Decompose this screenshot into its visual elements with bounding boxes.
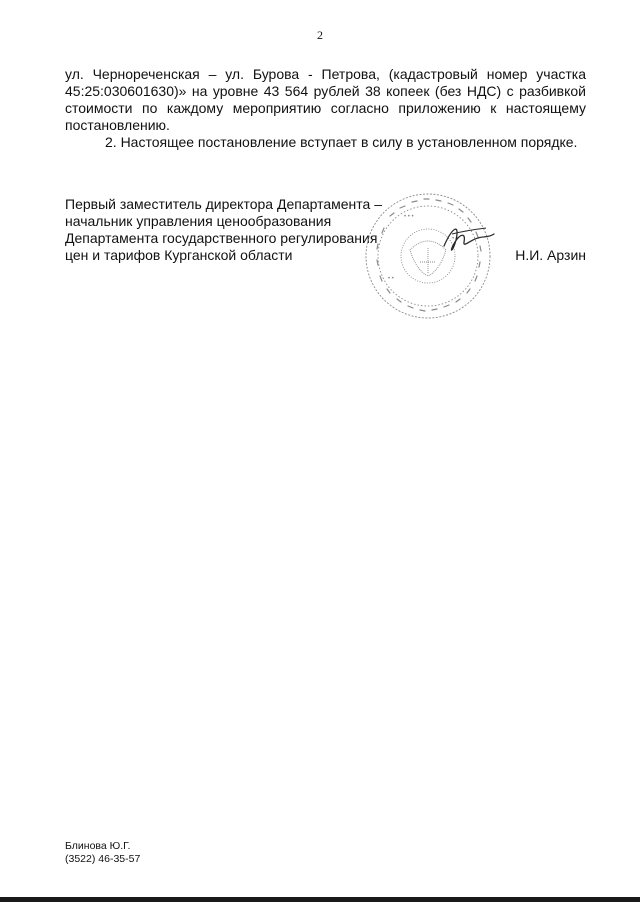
executor-footer (65, 840, 140, 866)
official-seal-stamp (360, 188, 500, 323)
paragraph-decision-text: ул. Чернореченская – ул. Бурова - Петрова, (кадастровый номер участка 45:25:030601630)» на уровне 43 564 рублей 38 копеек (без НДС) с разбивкой стоимости по каждому мероприятию согласно приложению к настоящему постановлению. (65, 66, 586, 133)
signer-title-line: Департамента государственного регулирования (65, 230, 378, 246)
signature-block (65, 196, 586, 264)
signer-title-line: цен и тарифов Курганской области (65, 247, 293, 263)
executor-name: Блинова Ю.Г. (65, 840, 131, 852)
signer-title (65, 196, 586, 264)
document-body (65, 66, 586, 151)
paragraph-effective-date: 2. Настоящее постановление вступает в силу в установленном порядке. (105, 134, 578, 150)
svg-text:• •: • • (452, 236, 458, 242)
signer-title-line: Первый заместитель директора Департамента – (65, 196, 382, 212)
svg-text:• • •: • • • (404, 214, 414, 220)
svg-text:• •: • • (388, 276, 394, 282)
page-bottom-border (0, 897, 640, 902)
page-number: 2 (317, 28, 323, 42)
signer-name: Н.И. Арзин (515, 247, 586, 263)
executor-phone: (3522) 46-35-57 (65, 853, 141, 865)
signer-title-line: начальник управления ценообразования (65, 213, 332, 229)
